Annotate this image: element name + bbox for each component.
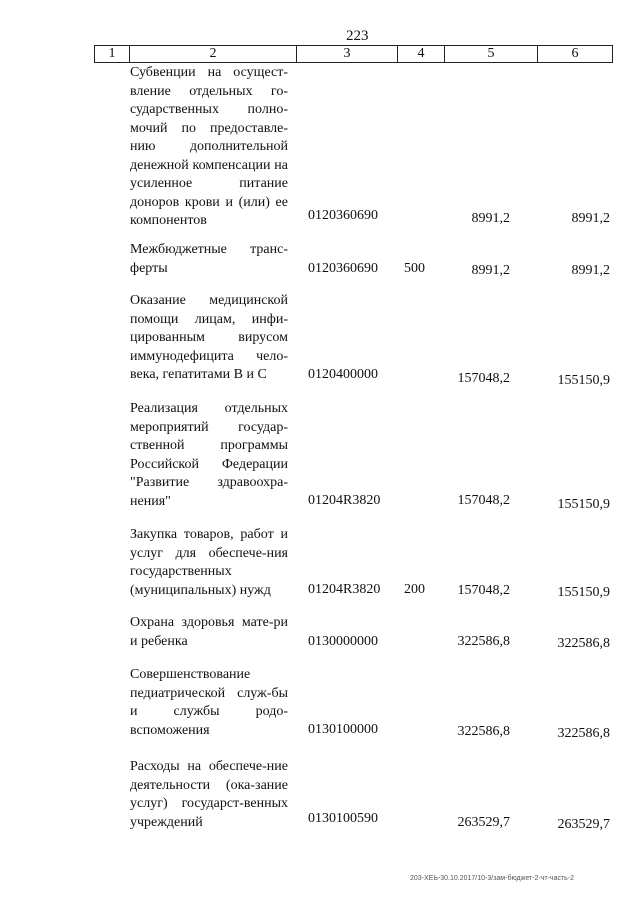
row-code: 01204R3820 (308, 493, 381, 508)
row-code: 0120400000 (308, 367, 378, 382)
row-name: Охрана здоровья мате-ри и ребенка (130, 615, 288, 649)
row-name: Закупка товаров, работ и услуг для обеспече-ния государственных (муниципальных) нужд (130, 527, 288, 598)
row-code: 0120360690 (308, 208, 378, 223)
row-value-6: 322586,8 (557, 636, 610, 651)
row-value-5: 8991,2 (471, 263, 510, 278)
row-value-6: 155150,9 (557, 373, 610, 388)
column-header-5: 5 (444, 45, 538, 63)
row-name: Расходы на обеспече-ние деятельности (ока-зание услуг) государст-венных учреждений (130, 759, 288, 830)
row-name: Оказание медицинской помощи лицам, инфи-цированным вирусом иммунодефицита чело-века, гепатитами В и С (130, 293, 288, 382)
row-value-5: 157048,2 (457, 371, 510, 386)
row-value-6: 8991,2 (571, 263, 610, 278)
row-value-5: 322586,8 (457, 634, 510, 649)
column-header-3: 3 (296, 45, 398, 63)
row-value-5: 157048,2 (457, 583, 510, 598)
row-code: 0130100000 (308, 722, 378, 737)
column-header-4: 4 (397, 45, 445, 63)
row-value-5: 157048,2 (457, 493, 510, 508)
page-number: 223 (346, 28, 369, 44)
row-code: 0130000000 (308, 634, 378, 649)
row-vr: 500 (404, 261, 425, 276)
footer-doc-id: 203-ХЕЬ-30.10.2017/10-3/зам-бюджет-2-чт-часть-2 (410, 875, 575, 882)
row-value-6: 322586,8 (557, 726, 610, 741)
row-vr: 200 (404, 582, 425, 597)
row-name: Реализация отдельных мероприятий государ-ственной программы Российской Федерации "Развитие здравоохра-нения" (130, 401, 288, 509)
row-value-6: 8991,2 (571, 211, 610, 226)
column-header-2: 2 (129, 45, 297, 63)
row-code: 0120360690 (308, 261, 378, 276)
row-value-5: 263529,7 (457, 815, 510, 830)
row-name: Субвенции на осущест-вление отдельных го-сударственных полно-мочий по предоставле-нию дополнительной денежной компенсации на усиленное питание доноров крови и (или) ее компонентов (130, 65, 288, 228)
row-value-6: 155150,9 (557, 585, 610, 600)
column-header-6: 6 (537, 45, 613, 63)
row-code: 0130100590 (308, 811, 378, 826)
column-header-1: 1 (94, 45, 130, 63)
row-value-6: 155150,9 (557, 497, 610, 512)
row-name: Совершенствование педиатрической служ-бы и службы родо-вспоможения (130, 667, 288, 738)
row-code: 01204R3820 (308, 582, 381, 597)
row-value-6: 263529,7 (557, 817, 610, 832)
row-value-5: 8991,2 (471, 211, 510, 226)
row-name: Межбюджетные транс-ферты (130, 242, 288, 276)
row-value-5: 322586,8 (457, 724, 510, 739)
